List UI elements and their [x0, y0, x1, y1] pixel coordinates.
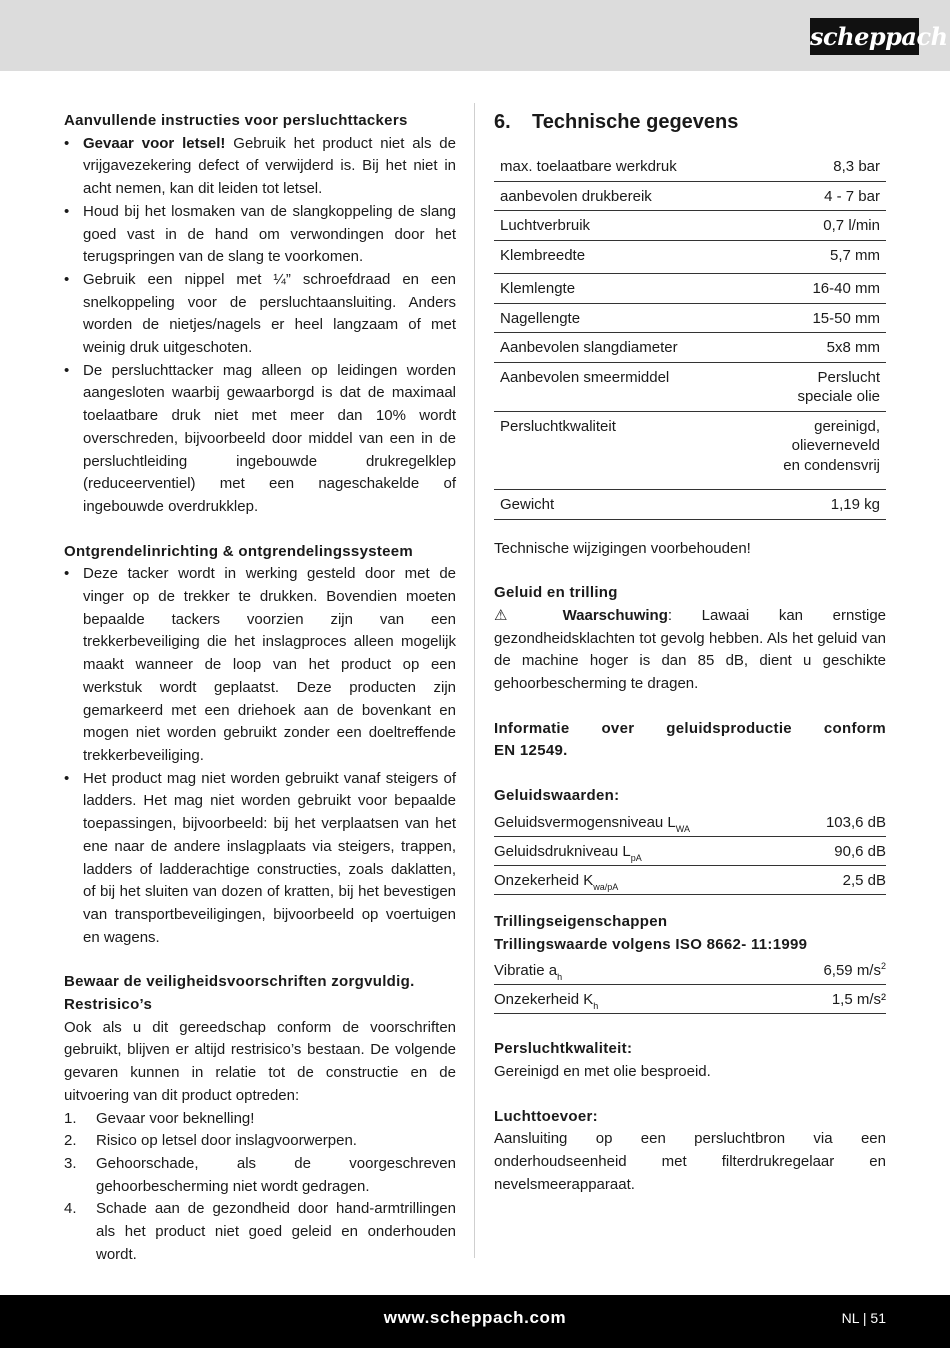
list-text: Schade aan de gezondheid door hand-armtrillingen als het product niet goed geleid en onderhouden wordt. — [96, 1200, 456, 1263]
list-number: 1. — [64, 1109, 77, 1127]
technical-changes-note: Technische wijzigingen voorbehouden! — [494, 539, 751, 557]
spec-value: 16-40 mm — [743, 274, 886, 304]
table-row — [494, 240, 886, 274]
spacer — [494, 763, 886, 785]
bullet-item — [64, 768, 456, 950]
measure-subscript: wa/pA — [593, 881, 619, 892]
bullet-item — [64, 269, 456, 360]
sound-table — [494, 808, 886, 895]
list-number: 2. — [64, 1132, 77, 1150]
page-indicator — [842, 1310, 886, 1326]
warning-text: : Lawaai kan ernstige gezondheidsklachten tot gevolg hebben. Als het geluid van de machine hoger is dan 85 dB, dient u geschikte gehoorbescherming te dragen. — [494, 606, 886, 693]
page-separator: | — [862, 1310, 867, 1326]
spacer — [64, 519, 456, 541]
table-row — [494, 956, 886, 985]
spec-label: Aanbevolen smeermiddel — [494, 362, 743, 411]
bullet-text: Gebruik het product niet als de vrijgavezekering defect of verwijderd is. Bij het niet in acht nemen, kan dit leiden tot letsel. — [83, 134, 456, 198]
measure-label — [494, 956, 739, 985]
vibration-standard-title: Trillingswaarde volgens ISO 8662- 11:1999 — [494, 935, 808, 953]
spacer — [494, 1084, 886, 1106]
spec-label: Persluchtkwaliteit — [494, 411, 743, 490]
bullet-item — [64, 563, 456, 767]
measure-value — [739, 956, 886, 985]
section-title: Technische gegevens — [532, 111, 739, 133]
table-row — [494, 181, 886, 211]
table-row — [494, 303, 886, 333]
measure-label — [494, 836, 794, 865]
page-header — [0, 0, 950, 71]
bullet-marker: • — [64, 202, 70, 220]
measure-value: 90,6 dB — [794, 836, 886, 865]
bullet-item — [64, 133, 456, 201]
list-text: Gevaar voor beknelling! — [96, 1109, 255, 1127]
warning-label: Waarschuwing — [562, 606, 668, 624]
spec-label: max. toelaatbare werkdruk — [494, 152, 743, 181]
spec-value: 0,7 l/min — [743, 211, 886, 241]
noise-vibration-title: Geluid en trilling — [494, 584, 618, 602]
bullet-item — [64, 201, 456, 269]
table-row — [494, 836, 886, 865]
table-row — [494, 808, 886, 837]
measure-subscript: pA — [630, 852, 642, 863]
list-text: Gehoorschade, als de voorgeschreven gehoorbescherming niet wordt gedragen. — [96, 1154, 456, 1195]
spec-label: Nagellengte — [494, 303, 743, 333]
spacer — [494, 520, 886, 538]
language-code: NL — [841, 1310, 859, 1326]
measure-label-text: Geluidsdrukniveau L — [494, 842, 631, 860]
spec-value — [743, 362, 886, 411]
bullet-bold: Gevaar voor letsel! — [83, 134, 226, 152]
measure-label-text: Vibratie a — [494, 962, 558, 980]
measure-label-text: Onzekerheid K — [494, 871, 594, 889]
measure-superscript: 2 — [880, 961, 886, 972]
sound-values-title: Geluidswaarden: — [494, 787, 620, 805]
table-row — [494, 274, 886, 304]
spacer — [494, 895, 886, 911]
spec-value: 8,3 bar — [743, 152, 886, 181]
spec-label: Aanbevolen slangdiameter — [494, 333, 743, 363]
warning-paragraph — [494, 605, 886, 696]
spec-value — [743, 411, 886, 490]
table-row — [494, 152, 886, 181]
column-divider — [474, 103, 475, 1258]
right-column — [494, 110, 886, 1196]
spec-value-line: olieverneveld — [791, 437, 880, 454]
left-column — [64, 110, 456, 1266]
measure-subscript: WA — [675, 823, 690, 834]
section-number: 6. — [494, 111, 511, 133]
section-title-release-mechanism: Ontgrendelinrichting & ontgrendelingssysteem — [64, 542, 414, 560]
spacer — [494, 560, 886, 582]
list-number: 3. — [64, 1154, 77, 1172]
warning-triangle-icon: ⚠ — [494, 606, 533, 624]
bullet-marker: • — [64, 769, 70, 787]
bullet-marker: • — [64, 565, 70, 583]
measure-value: 2,5 dB — [794, 865, 886, 894]
page-footer — [0, 1295, 950, 1348]
air-supply-title: Luchttoevoer: — [494, 1107, 598, 1125]
spec-value-line: en condensvrij — [783, 456, 880, 474]
bullet-text: Het product mag niet worden gebruikt vanaf steigers of ladders. Het mag niet worden gebruikt voor bepaalde toepassingen, bijvoorbeeld: bij het verplaatsen van het ene naar de andere inslagplaats via steigers, trappen, ladders of ladderachtige constructies, zoals daklatten, of bij het sluiten van dozen of kratten, bij het bevestigen van transportbeveiligingen, bijvoorbeeld op voertuigen en wagens. — [83, 769, 456, 946]
list-number: 4. — [64, 1200, 77, 1218]
measure-value: 103,6 dB — [794, 808, 886, 837]
vibration-properties-title: Trillingseigenschappen — [494, 912, 668, 930]
residual-risks-title: Restrisico’s — [64, 996, 153, 1014]
list-item — [64, 1198, 456, 1266]
scheppach-logo: scheppach — [810, 18, 919, 55]
table-row — [494, 985, 886, 1014]
measure-label-text: Geluidsvermogensniveau L — [494, 813, 676, 831]
safety-keep-title: Bewaar de veiligheidsvoorschriften zorgvuldig. — [64, 973, 415, 991]
measure-subscript: h — [557, 972, 563, 983]
air-quality-text: Gereinigd en met olie besproeid. — [494, 1062, 711, 1080]
spec-value: 15-50 mm — [743, 303, 886, 333]
spec-value: 1,19 kg — [743, 490, 886, 520]
list-item — [64, 1108, 456, 1131]
spec-label: aanbevolen drukbereik — [494, 181, 743, 211]
spec-value-line: speciale olie — [797, 388, 880, 405]
spacer — [64, 949, 456, 971]
measure-label — [494, 808, 794, 837]
table-row — [494, 865, 886, 894]
spacer — [494, 696, 886, 718]
spec-value: 5x8 mm — [743, 333, 886, 363]
spec-value: 5,7 mm — [743, 240, 886, 274]
noise-info-line: Informatie over geluidsproductie conform — [494, 719, 886, 737]
air-quality-title: Persluchtkwaliteit: — [494, 1040, 633, 1058]
table-row — [494, 362, 886, 411]
air-supply-text: Aansluiting op een persluchtbron via een onderhoudseenheid met filterdrukregelaar en nevelsmeerapparaat. — [494, 1130, 886, 1193]
website-link[interactable]: www.scheppach.com — [383, 1308, 567, 1327]
section-title-tacker-instructions: Aanvullende instructies voor persluchttackers — [64, 112, 408, 129]
spec-label: Gewicht — [494, 490, 743, 520]
spec-value-line: Perslucht — [817, 368, 880, 386]
measure-label — [494, 985, 739, 1014]
bullet-text: De persluchttacker mag alleen op leidingen worden aangesloten waarbij gewaarborgd is dat de maximaal toelaatbare druk niet met meer dan 10% wordt overschreden, bijvoorbeeld door middel van een in de persluchtleiding ingebouwde drukregelklep (reduceerventiel) met een nageschakelde of ingebouwde overdrukklep. — [83, 361, 456, 515]
spec-label: Luchtverbruik — [494, 211, 743, 241]
page-number: 51 — [870, 1310, 886, 1326]
list-item — [64, 1153, 456, 1198]
spec-label: Klemlengte — [494, 274, 743, 304]
bullet-text: Deze tacker wordt in werking gesteld door met de vinger op de trekker te drukken. Bovendien moeten bepaalde tackers voorzien zijn van een trekkerbeveiliging die het inslagproces alleen mogelijk maakt wanneer de loop van het product op een werkstuk wordt geplaatst. Deze producten zijn gemarkeerd met een driehoek aan de bovenkant en mogen niet worden gebruikt zonder een doeltreffende trekkerbeveiliging. — [83, 565, 456, 764]
measure-value: 1,5 m/s² — [739, 985, 886, 1014]
measure-label — [494, 865, 794, 894]
noise-info-standard: EN 12549. — [494, 742, 568, 760]
measure-value-text: 6,59 m/s — [823, 962, 881, 980]
table-row — [494, 490, 886, 520]
table-row — [494, 211, 886, 241]
spec-value-line: gereinigd, — [814, 417, 880, 435]
section-heading — [494, 110, 886, 134]
spec-value: 4 - 7 bar — [743, 181, 886, 211]
measure-subscript: h — [593, 1001, 599, 1012]
spec-label: Klembreedte — [494, 240, 743, 274]
bullet-marker: • — [64, 134, 70, 152]
table-row — [494, 411, 886, 490]
spacer — [494, 1014, 886, 1038]
bullet-item — [64, 360, 456, 519]
bullet-marker: • — [64, 361, 70, 379]
bullet-text: Houd bij het losmaken van de slangkoppeling de slang goed vast in de hand om verwondingen door het terugspringen van de slang te voorkomen. — [83, 202, 456, 266]
bullet-text: Gebruik een nippel met ¼” schroefdraad en een snelkoppeling voor de persluchtaansluiting. Anders worden de nietjes/nagels er heel langzaam of met weinig druk uitgeschoten. — [83, 270, 456, 357]
bullet-marker: • — [64, 270, 70, 288]
list-item — [64, 1130, 456, 1153]
residual-risks-paragraph: Ook als u dit gereedschap conform de voorschriften gebruikt, blijven er altijd restrisico’s bestaan. De volgende gevaren kunnen in relatie tot de constructie en de uitvoering van dit product optreden: — [64, 1018, 456, 1104]
table-row — [494, 333, 886, 363]
spec-table — [494, 152, 886, 520]
vibration-table — [494, 956, 886, 1014]
list-text: Risico op letsel door inslagvoorwerpen. — [96, 1132, 357, 1150]
measure-label-text: Onzekerheid K — [494, 991, 594, 1009]
